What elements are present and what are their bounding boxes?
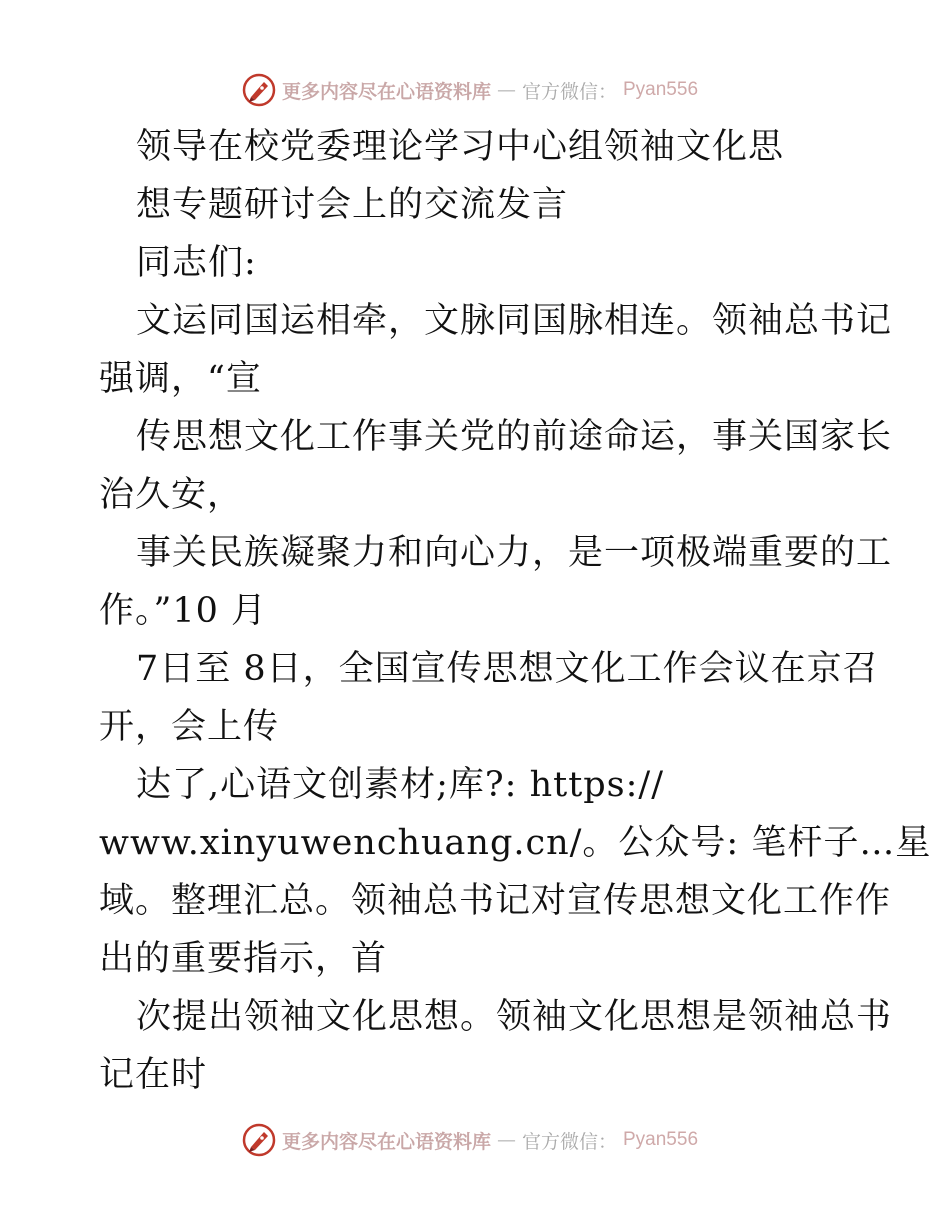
text-line: 域。整理汇总。领袖总书记对宣传思想文化工作作 [99, 881, 892, 921]
text-line: 作。”10 月 [99, 591, 268, 631]
footer-watermark [0, 1120, 950, 1160]
text-line: 同志们: [136, 243, 257, 283]
text-line: 强调，“宣 [99, 359, 262, 399]
watermark-separator: — [496, 1129, 516, 1151]
watermark-wechat-label: 官方微信： [521, 80, 617, 103]
text-line: 领导在校党委理论学习中心组领袖文化思 [136, 127, 785, 167]
watermark-wechat-id: Pyan556 [623, 79, 699, 100]
watermark-main-text: 更多内容尽在心语资料库 [281, 1130, 491, 1153]
text-line: 治久安， [99, 475, 244, 515]
watermark-wechat-id: Pyan556 [623, 1129, 699, 1150]
text-line: 达了,心语文创素材;库?: https:// [136, 765, 665, 805]
watermark-separator: — [496, 79, 516, 101]
text-line: www.xinyuwenchuang.cn/。公众号: 笔杆子…星 [99, 823, 932, 863]
pen-nib-logo-icon [242, 1123, 276, 1157]
text-line: 记在时 [99, 1055, 208, 1095]
watermark-main-text: 更多内容尽在心语资料库 [281, 80, 491, 103]
text-line: 传思想文化工作事关党的前途命运，事关国家长 [136, 417, 893, 457]
text-line: 想专题研讨会上的交流发言 [136, 185, 569, 225]
text-line: 文运同国运相牵，文脉同国脉相连。领袖总书记 [136, 301, 893, 341]
text-line: 次提出领袖文化思想。领袖文化思想是领袖总书 [136, 997, 893, 1037]
text-line: 出的重要指示，首 [99, 939, 388, 979]
text-line: 事关民族凝聚力和向心力，是一项极端重要的工 [136, 533, 893, 573]
document-body [99, 118, 932, 1104]
text-line: 开，会上传 [99, 707, 280, 747]
header-watermark [0, 70, 950, 110]
pen-nib-logo-icon [242, 73, 276, 107]
watermark-wechat-label: 官方微信： [521, 1130, 617, 1153]
text-line: 7日至 8日，全国宣传思想文化工作会议在京召 [136, 649, 879, 689]
